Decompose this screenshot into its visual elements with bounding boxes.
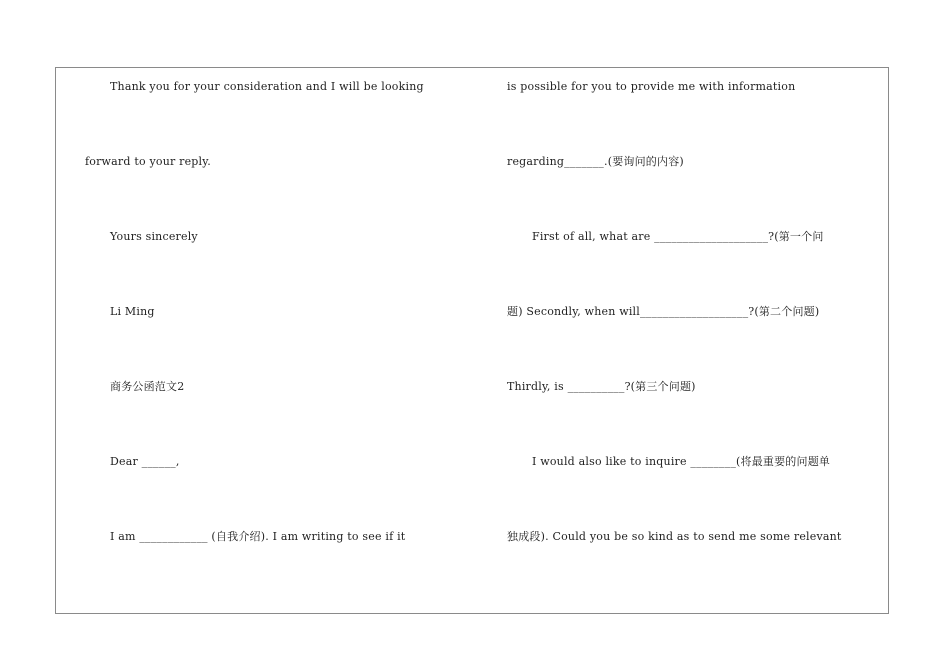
right-line-3: First of all, what are ____________________?(第一个问 — [532, 230, 824, 243]
left-line-2: forward to your reply. — [85, 155, 211, 168]
left-line-4: Li Ming — [110, 305, 155, 318]
right-line-4: 题) Secondly, when will___________________?(第二个问题) — [507, 305, 820, 318]
left-line-6: Dear ______, — [110, 455, 180, 468]
right-line-1: is possible for you to provide me with information — [507, 80, 796, 93]
right-line-5: Thirdly, is __________?(第三个问题) — [507, 380, 696, 393]
right-line-6: I would also like to inquire ________(将最重要的问题单 — [532, 455, 831, 468]
left-line-7: I am ____________ (自我介绍). I am writing to see if it — [110, 530, 406, 543]
right-line-2: regarding_______.(要询问的内容) — [507, 155, 684, 168]
left-line-5: 商务公函范文2 — [110, 380, 185, 393]
left-line-1: Thank you for your consideration and I will be looking — [110, 80, 424, 93]
right-line-7: 独成段). Could you be so kind as to send me some relevant — [507, 530, 842, 543]
left-line-3: Yours sincerely — [110, 230, 198, 243]
